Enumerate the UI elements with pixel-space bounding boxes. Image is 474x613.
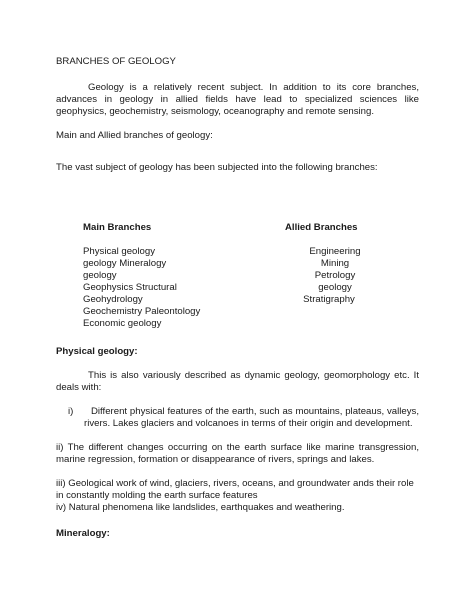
main-allied-heading: Main and Allied branches of geology: [56, 130, 213, 141]
mineralogy-heading: Mineralogy: [56, 528, 110, 539]
main-branch-item: Physical geology [83, 246, 155, 257]
allied-branch-item: Petrology [314, 270, 356, 281]
main-branch-item: geology [83, 270, 117, 281]
main-branch-item: Geohydrology [83, 294, 143, 305]
item-ii-text: ii) The different changes occurring on the earth surface like marine transgression, marine regression, formation or disappearance of rivers, springs and lakes. [56, 442, 419, 465]
item-i-text: Different physical features of the earth, such as mountains, plateaus, valleys, rivers. Lakes glaciers and volcanoes in terms of their origin and development. [84, 406, 419, 429]
main-branches-header: Main Branches [83, 222, 152, 233]
main-branch-item: geology Mineralogy [83, 258, 167, 269]
document-title: BRANCHES OF GEOLOGY [56, 56, 176, 67]
item-iv-line: iv) Natural phenomena like landslides, earthquakes and weathering. [56, 502, 345, 513]
allied-branches-header: Allied Branches [285, 222, 358, 233]
vast-subject-line: The vast subject of geology has been subjected into the following branches: [56, 162, 378, 173]
allied-branch-item: Engineering [309, 246, 361, 257]
allied-branch-item: Stratigraphy [303, 294, 355, 305]
item-iii-line-2: in constantly molding the earth surface features [56, 490, 258, 501]
physical-intro-paragraph: This is also variously described as dynamic geology, geomorphology etc. It deals with: [56, 370, 419, 393]
main-branch-item: Geophysics Structural [83, 282, 177, 293]
intro-paragraph: Geology is a relatively recent subject. In addition to its core branches, advances in geology in allied fields have lead to specialized sciences like geophysics, geochemistry, seismology, oceanography and remote sensing. [56, 82, 419, 117]
allied-branch-item: geology [318, 282, 352, 293]
allied-branch-item: Mining [320, 258, 350, 269]
item-i-marker: i) [68, 406, 74, 417]
main-branch-item: Economic geology [83, 318, 162, 329]
main-branch-item: Geochemistry Paleontology [83, 306, 201, 317]
physical-geology-heading: Physical geology: [56, 346, 138, 357]
item-iii-line-1: iii) Geological work of wind, glaciers, rivers, oceans, and groundwater ands their role [56, 478, 414, 489]
